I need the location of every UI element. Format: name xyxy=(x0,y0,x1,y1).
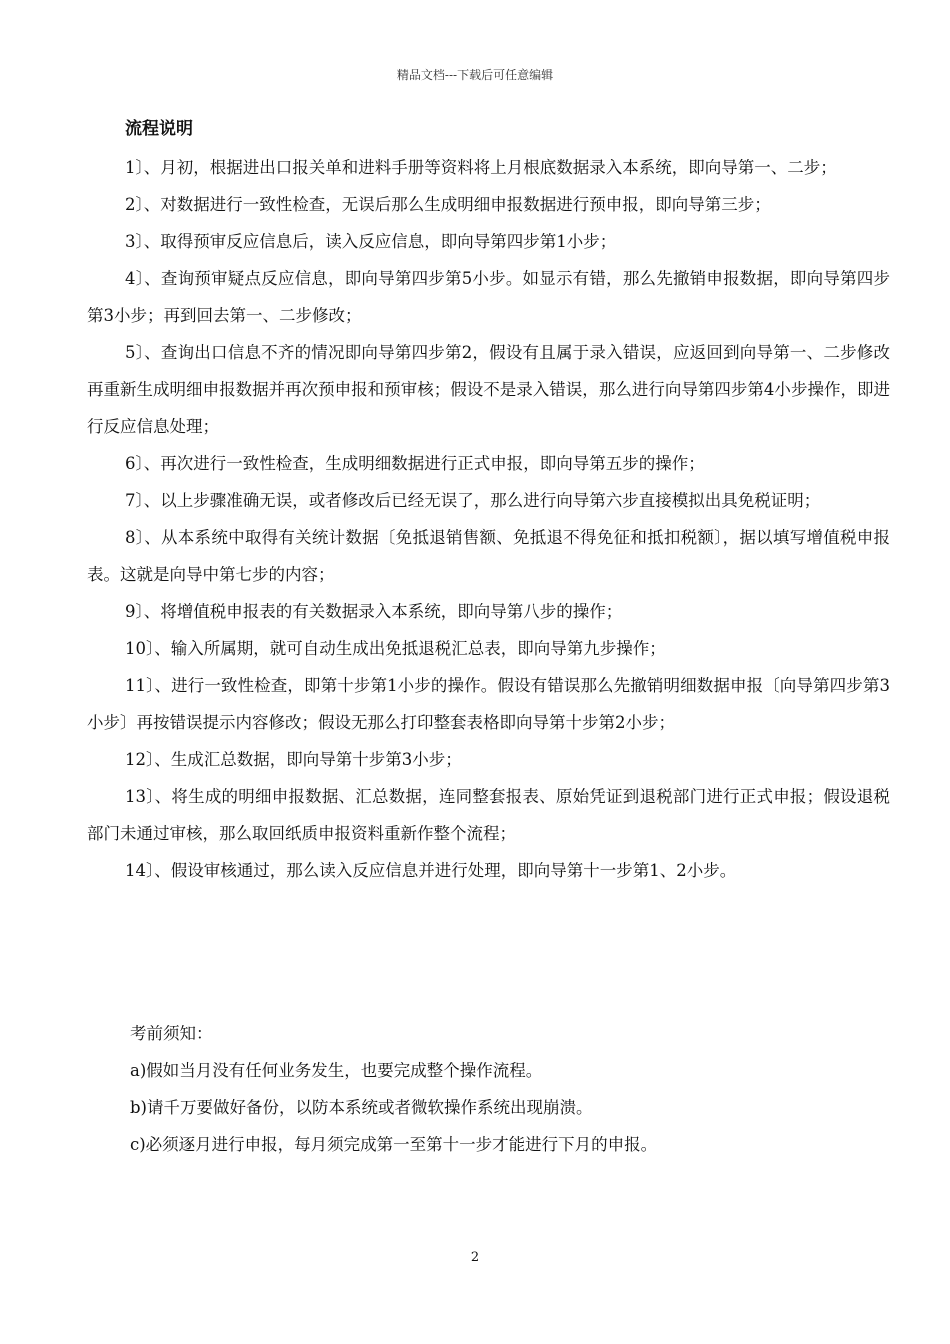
step-paragraph: 11〕、进行一致性检查，即第十步第1小步的操作。假设有错误那么先撤销明细数据申报〔向导第四步第3小步〕再按错误提示内容修改；假设无那么打印整套表格即向导第十步第2小步； xyxy=(87,676,890,732)
notes-heading: 考前须知： xyxy=(130,1024,213,1043)
step-paragraph: 2〕、对数据进行一致性检查，无误后那么生成明细申报数据进行预申报，即向导第三步； xyxy=(125,195,771,214)
step-paragraph: 4〕、查询预审疑点反应信息，即向导第四步第5小步。如显示有错，那么先撤销申报数据，即向导第四步第3小步；再到回去第一、二步修改； xyxy=(87,269,890,325)
note-item: a)假如当月没有任何业务发生，也要完成整个操作流程。 xyxy=(130,1061,543,1080)
note-item: b)请千万要做好备份，以防本系统或者微软操作系统出现崩溃。 xyxy=(130,1098,593,1117)
step-paragraph: 13〕、将生成的明细申报数据、汇总数据，连同整套报表、原始凭证到退税部门进行正式申报；假设退税部门未通过审核，那么取回纸质申报资料重新作整个流程； xyxy=(87,787,890,843)
page-number: 2 xyxy=(470,1250,480,1265)
step-paragraph: 12〕、生成汇总数据，即向导第十步第3小步； xyxy=(125,750,462,769)
step-paragraph: 7〕、以上步骤准确无误，或者修改后已经无误了，那么进行向导第六步直接模拟出具免税证明； xyxy=(125,491,821,510)
step-paragraph: 8〕、从本系统中取得有关统计数据〔免抵退销售额、免抵退不得免征和抵扣税额〕，据以填写增值税申报表。这就是向导中第七步的内容； xyxy=(87,528,890,584)
section-title: 流程说明 xyxy=(125,119,193,139)
note-item: c)必须逐月进行申报，每月须完成第一至第十一步才能进行下月的申报。 xyxy=(130,1135,658,1154)
step-paragraph: 10〕、输入所属期，就可自动生成出免抵退税汇总表，即向导第九步操作； xyxy=(125,639,666,658)
step-paragraph: 1〕、月初，根据进出口报关单和进料手册等资料将上月根底数据录入本系统，即向导第一、二步； xyxy=(125,158,837,177)
step-paragraph: 9〕、将增值税申报表的有关数据录入本系统，即向导第八步的操作； xyxy=(125,602,623,621)
process-steps xyxy=(87,149,890,889)
step-paragraph: 14〕、假设审核通过，那么读入反应信息并进行处理，即向导第十一步第1、2小步。 xyxy=(125,861,737,880)
exam-notes xyxy=(130,1015,890,1163)
step-paragraph: 3〕、取得预审反应信息后，读入反应信息，即向导第四步第1小步； xyxy=(125,232,617,251)
step-paragraph: 5〕、查询出口信息不齐的情况即向导第四步第2，假设有且属于录入错误，应返回到向导第一、二步修改再重新生成明细申报数据并再次预申报和预审核；假设不是录入错误，那么进行向导第四步第4小步操作，即进行反应信息处理； xyxy=(87,343,890,436)
page-header: 精品文档---下载后可任意编辑 xyxy=(396,68,554,82)
step-paragraph: 6〕、再次进行一致性检查，生成明细数据进行正式申报，即向导第五步的操作； xyxy=(125,454,705,473)
